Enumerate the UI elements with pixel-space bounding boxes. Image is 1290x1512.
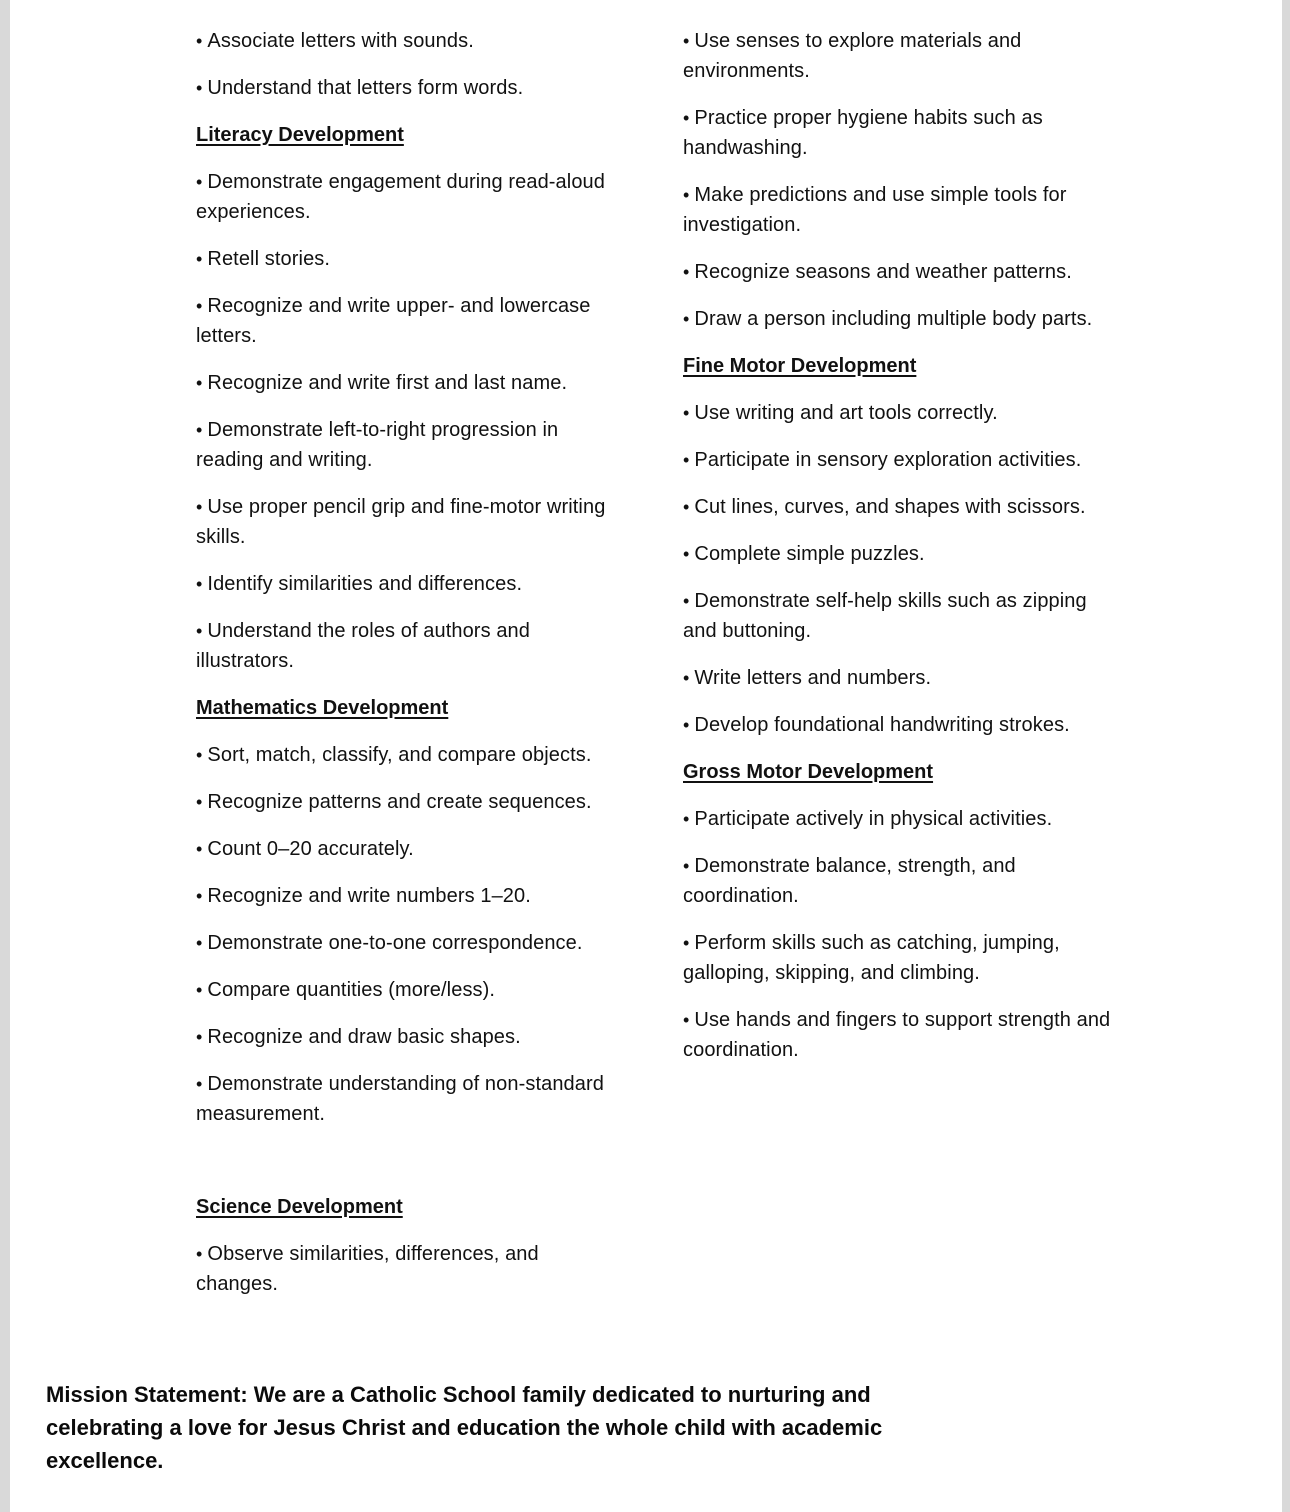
bullet-icon: • — [683, 450, 690, 470]
bullet-icon: • — [196, 886, 203, 906]
bullet-icon: • — [196, 1027, 203, 1047]
bullet-icon: • — [196, 296, 203, 316]
bullet-icon: • — [683, 108, 690, 128]
science-heading: Science Development — [196, 1196, 403, 1218]
bullet-icon: • — [683, 809, 690, 829]
bullet-icon: • — [196, 1074, 203, 1094]
bullet-icon: • — [683, 933, 690, 953]
bullet-icon: • — [196, 933, 203, 953]
list-item: • Count 0–20 accurately. — [196, 838, 414, 860]
bullet-icon: • — [196, 574, 203, 594]
list-item: • Sort, match, classify, and compare objects. — [196, 744, 592, 766]
list-item: • Recognize and draw basic shapes. — [196, 1026, 521, 1048]
bullet-icon: • — [683, 856, 690, 876]
list-item: • Participate in sensory exploration activities. — [683, 449, 1082, 471]
list-item: • Practice proper hygiene habits such as handwashing. — [683, 107, 1043, 159]
bullet-icon: • — [683, 591, 690, 611]
mission-statement: Mission Statement: We are a Catholic School family dedicated to nurturing and celebrating a love for Jesus Christ and education the whole child with academic excellence. — [46, 1382, 883, 1473]
bullet-icon: • — [683, 185, 690, 205]
bullet-icon: • — [683, 31, 690, 51]
bullet-icon: • — [196, 980, 203, 1000]
list-item: • Observe similarities, differences, and changes. — [196, 1243, 539, 1295]
list-item: • Write letters and numbers. — [683, 667, 932, 689]
bullet-icon: • — [683, 544, 690, 564]
list-item: • Use proper pencil grip and fine-motor writing skills. — [196, 496, 606, 548]
bullet-icon: • — [683, 668, 690, 688]
bullet-icon: • — [683, 309, 690, 329]
list-item: • Use senses to explore materials and environments. — [683, 30, 1022, 82]
bullet-icon: • — [196, 172, 203, 192]
list-item: • Use writing and art tools correctly. — [683, 402, 998, 424]
bullet-icon: • — [196, 745, 203, 765]
list-item: • Understand that letters form words. — [196, 77, 524, 99]
list-item: • Retell stories. — [196, 248, 331, 270]
bullet-icon: • — [683, 715, 690, 735]
list-item: • Recognize and write upper- and lowercase letters. — [196, 295, 591, 347]
list-item: • Recognize and write first and last name. — [196, 372, 568, 394]
bullet-icon: • — [196, 621, 203, 641]
list-item: • Demonstrate one-to-one correspondence. — [196, 932, 583, 954]
fine-motor-heading: Fine Motor Development — [683, 355, 917, 377]
bullet-icon: • — [196, 78, 203, 98]
list-item: • Demonstrate balance, strength, and coordination. — [683, 855, 1016, 907]
list-item: • Demonstrate engagement during read-aloud experiences. — [196, 171, 605, 223]
list-item: • Understand the roles of authors and illustrators. — [196, 620, 530, 672]
list-item: • Recognize seasons and weather patterns. — [683, 261, 1072, 283]
list-item: • Recognize and write numbers 1–20. — [196, 885, 531, 907]
list-item: • Participate actively in physical activities. — [683, 808, 1053, 830]
mathematics-heading: Mathematics Development — [196, 697, 449, 719]
literacy-heading: Literacy Development — [196, 124, 404, 146]
bullet-icon: • — [196, 1244, 203, 1264]
bullet-icon: • — [196, 497, 203, 517]
document-page — [10, 0, 1282, 1512]
list-item: • Demonstrate left-to-right progression in reading and writing. — [196, 419, 559, 471]
bullet-icon: • — [683, 497, 690, 517]
list-item: • Identify similarities and differences. — [196, 573, 523, 595]
bullet-icon: • — [196, 373, 203, 393]
bullet-icon: • — [196, 839, 203, 859]
list-item: • Use hands and fingers to support strength and coordination. — [683, 1009, 1111, 1061]
bullet-icon: • — [196, 249, 203, 269]
left-column — [196, 26, 626, 1316]
bullet-icon: • — [683, 403, 690, 423]
bullet-icon: • — [196, 31, 203, 51]
list-item: • Make predictions and use simple tools for investigation. — [683, 184, 1067, 236]
list-item: • Recognize patterns and create sequences. — [196, 791, 592, 813]
list-item: • Perform skills such as catching, jumping, galloping, skipping, and climbing. — [683, 932, 1060, 984]
bullet-icon: • — [196, 420, 203, 440]
bullet-icon: • — [683, 1010, 690, 1030]
list-item: • Draw a person including multiple body parts. — [683, 308, 1093, 330]
list-item: • Compare quantities (more/less). — [196, 979, 496, 1001]
list-item: • Cut lines, curves, and shapes with scissors. — [683, 496, 1086, 518]
section-spacer — [196, 1146, 626, 1192]
list-item: • Demonstrate self-help skills such as zipping and buttoning. — [683, 590, 1087, 642]
list-item: • Complete simple puzzles. — [683, 543, 925, 565]
list-item: • Associate letters with sounds. — [196, 30, 474, 52]
bullet-icon: • — [196, 792, 203, 812]
gross-motor-heading: Gross Motor Development — [683, 761, 934, 783]
bullet-icon: • — [683, 262, 690, 282]
list-item: • Demonstrate understanding of non-standard measurement. — [196, 1073, 604, 1125]
list-item: • Develop foundational handwriting strokes. — [683, 714, 1070, 736]
right-column — [683, 26, 1113, 1082]
